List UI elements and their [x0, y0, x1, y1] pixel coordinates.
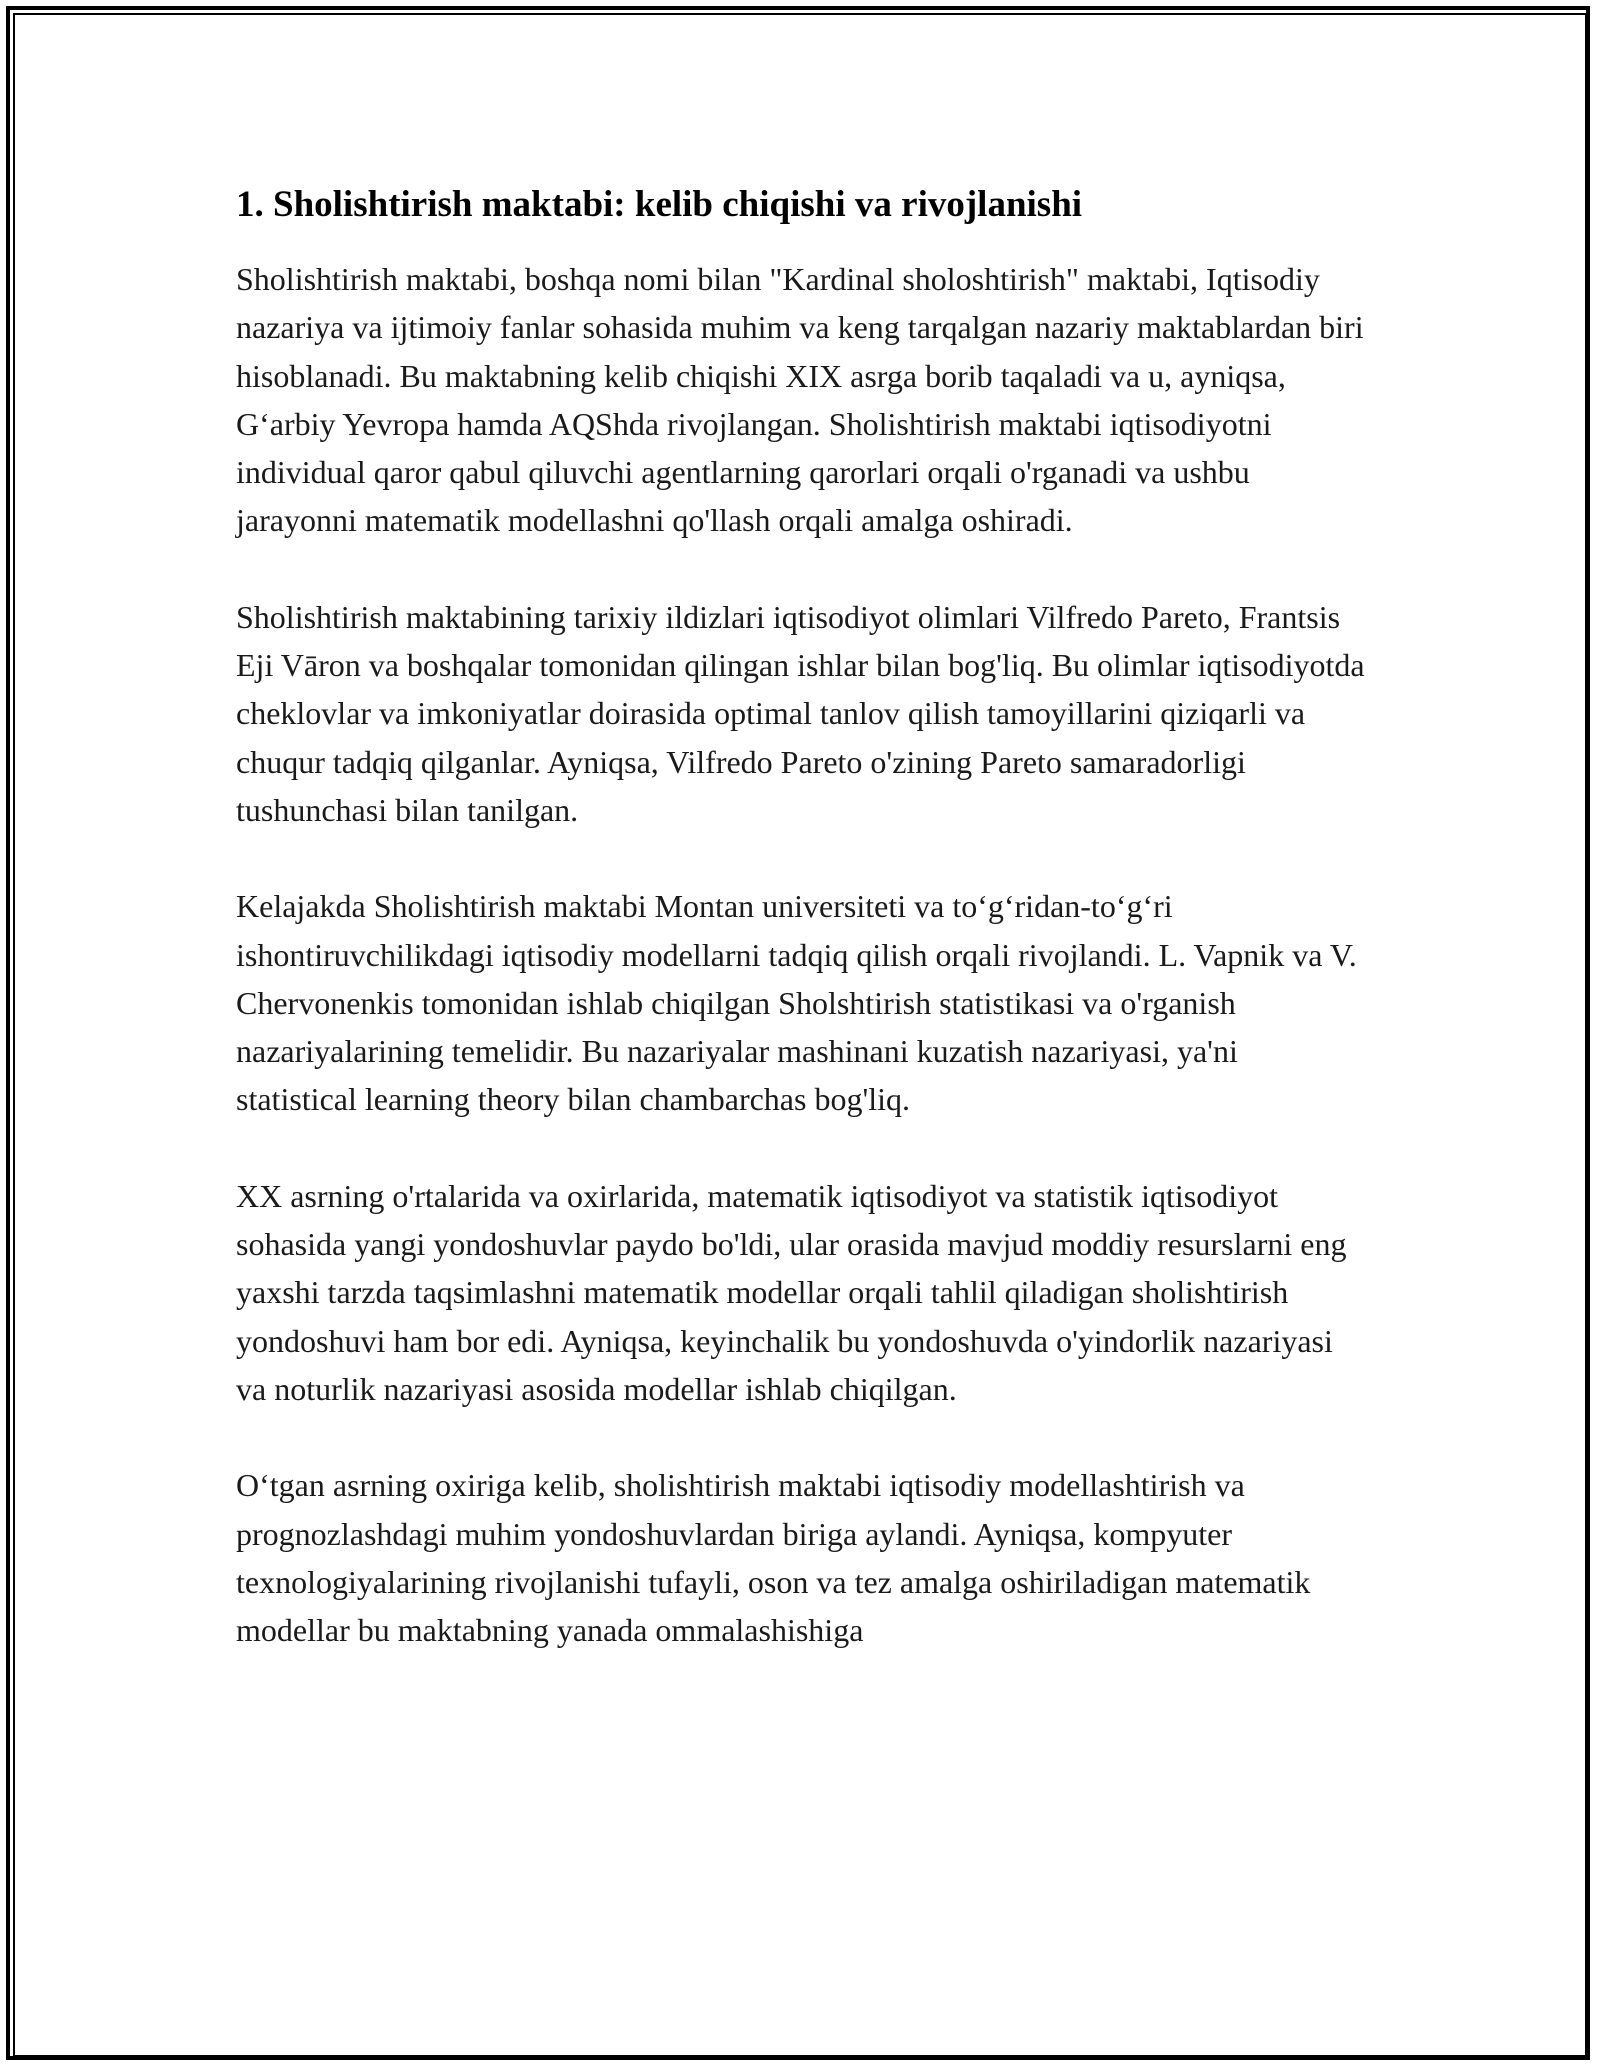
- paragraph-modern-approach: O‘tgan asrning oxiriga kelib, sholishtirish maktabi iqtisodiy modellashtirish va prognozlashdagi muhim yondoshuvlardan biriga aylandi. Ayniqsa, kompyuter texnologiyalarining rivojlanishi tufayli, oson va tez amalga oshiriladigan matematik modellar bu maktabning yanada ommalashishiga: [236, 1467, 1311, 1649]
- paragraph-twentieth-century: XX asrning o'rtalarida va oxirlarida, matematik iqtisodiyot va statistik iqtisodiyot sohasida yangi yondoshuvlar paydo bo'ldi, ular orasida mavjud moddiy resurslarni eng yaxshi tarzda taqsimlashni matematik modellar orqali tahlil qiladigan sholishtirish yondoshuvi ham bor edi. Ayniqsa, keyinchalik bu yondoshuvda o'yindorlik nazariyasi va noturlik nazariyasi asosida modellar ishlab chiqilgan.: [236, 1177, 1347, 1407]
- paragraph-historical-roots: Sholishtirish maktabining tarixiy ildizlari iqtisodiyot olimlari Vilfredo Pareto, Frantsis Eji Vāron va boshqalar tomonidan qilingan ishlar bilan bog'liq. Bu olimlar iqtisodiyotda cheklovlar va imkoniyatlar doirasida optimal tanlov qilish tamoyillarini qiziqarli va chuqur tadqiq qilganlar. Ayniqsa, Vilfredo Pareto o'zining Pareto samaradorligi tushunchasi bilan tanilgan.: [236, 598, 1365, 828]
- paragraph-intro: Sholishtirish maktabi, boshqa nomi bilan "Kardinal sholoshtirish" maktabi, Iqtisodiy nazariya va ijtimoiy fanlar sohasida muhim va keng tarqalgan nazariy maktablardan biri hisoblanadi. Bu maktabning kelib chiqishi XIX asrga borib taqaladi va u, ayniqsa, G‘arbiy Yevropa hamda AQShda rivojlangan. Sholishtirish maktabi iqtisodiyotni individual qaror qabul qiluvchi agentlarning qarorlari orqali o'rganadi va ushbu jarayonni matematik modellashni qo'llash orqali amalga oshiradi.: [236, 261, 1364, 539]
- document-body: [236, 182, 1366, 1702]
- section-heading: 1. Sholishtirish maktabi: kelib chiqishi va rivojlanishi: [236, 184, 1083, 225]
- paragraph-later-development: Kelajakda Sholishtirish maktabi Montan universiteti va to‘g‘ridan-to‘g‘ri ishontiruvchilikdagi iqtisodiy modellarni tadqiq qilish orqali rivojlandi. L. Vapnik va V. Chervonenkis tomonidan ishlab chiqilgan Sholshtirish statistikasi va o'rganish nazariyalarining temelidir. Bu nazariyalar mashinani kuzatish nazariyasi, ya'ni statistical learning theory bilan chambarchas bog'liq.: [236, 888, 1357, 1118]
